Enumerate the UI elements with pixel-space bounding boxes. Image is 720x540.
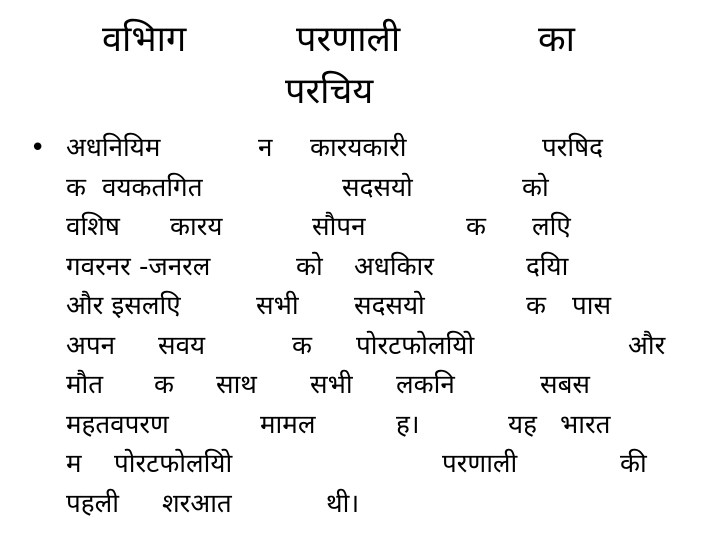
word: सदसयो [342,172,413,203]
word: लकनि [396,370,455,400]
word: और इसलएि [66,291,181,321]
text-line [66,365,706,405]
word: यह [508,409,537,440]
word: क [292,330,312,361]
word: अपन [66,330,116,361]
word: भारत [560,409,611,440]
word: को [522,172,549,203]
word: शरआत [162,488,232,519]
word: की [620,449,647,479]
word: क [154,370,174,400]
word: अधनियिम [66,133,161,163]
word: कारयकारी [310,133,407,163]
title-word: परचिय [285,71,374,112]
word: अधकिार [354,251,434,282]
title-line-1 [60,14,680,66]
word: और [628,330,666,361]
text-line [66,405,706,445]
text-line [66,128,706,168]
title-word: का [538,19,575,60]
title-word: परणाली [296,19,401,60]
slide-title [60,14,680,118]
word: पोरटफोलयिो [114,449,233,479]
word: सभी [256,291,299,321]
word: वयकतगित [102,172,203,203]
title-word: वभिाग [102,19,187,60]
word: सदसयो [354,291,425,321]
word: परषिद [542,133,603,163]
word: क [66,172,86,203]
text-line [66,286,706,326]
word: थी। [326,488,360,519]
word: पास [572,291,612,321]
word: गवरनर -जनरल [66,251,211,282]
word: को [296,251,323,282]
word: पोरटफोलयिो [356,330,475,361]
word: परणाली [442,449,518,479]
text-line [66,484,706,524]
word: सभी [310,370,353,400]
word: महतवपरण [66,409,169,440]
text-line [66,326,706,366]
word: ह। [396,409,420,440]
word: सवय [158,330,206,361]
text-line [66,168,706,208]
bullet-marker: • [30,133,46,163]
word: वशिष [66,212,120,242]
word: न [258,133,273,163]
word: म [66,449,82,479]
word: दयिा [526,251,569,282]
word: सौपन [312,212,366,242]
text-line [66,247,706,287]
word: लएि [532,212,571,242]
bullet-text [66,128,706,523]
word: मौत [66,370,104,400]
title-line-2 [60,66,680,118]
word: क [526,291,546,321]
text-line [66,444,706,484]
word: पहली [66,488,119,519]
word: साथ [216,370,257,400]
word: मामल [260,409,316,440]
word: कारय [170,212,223,242]
word: क [466,212,486,242]
text-line [66,207,706,247]
word: सबस [540,370,590,400]
